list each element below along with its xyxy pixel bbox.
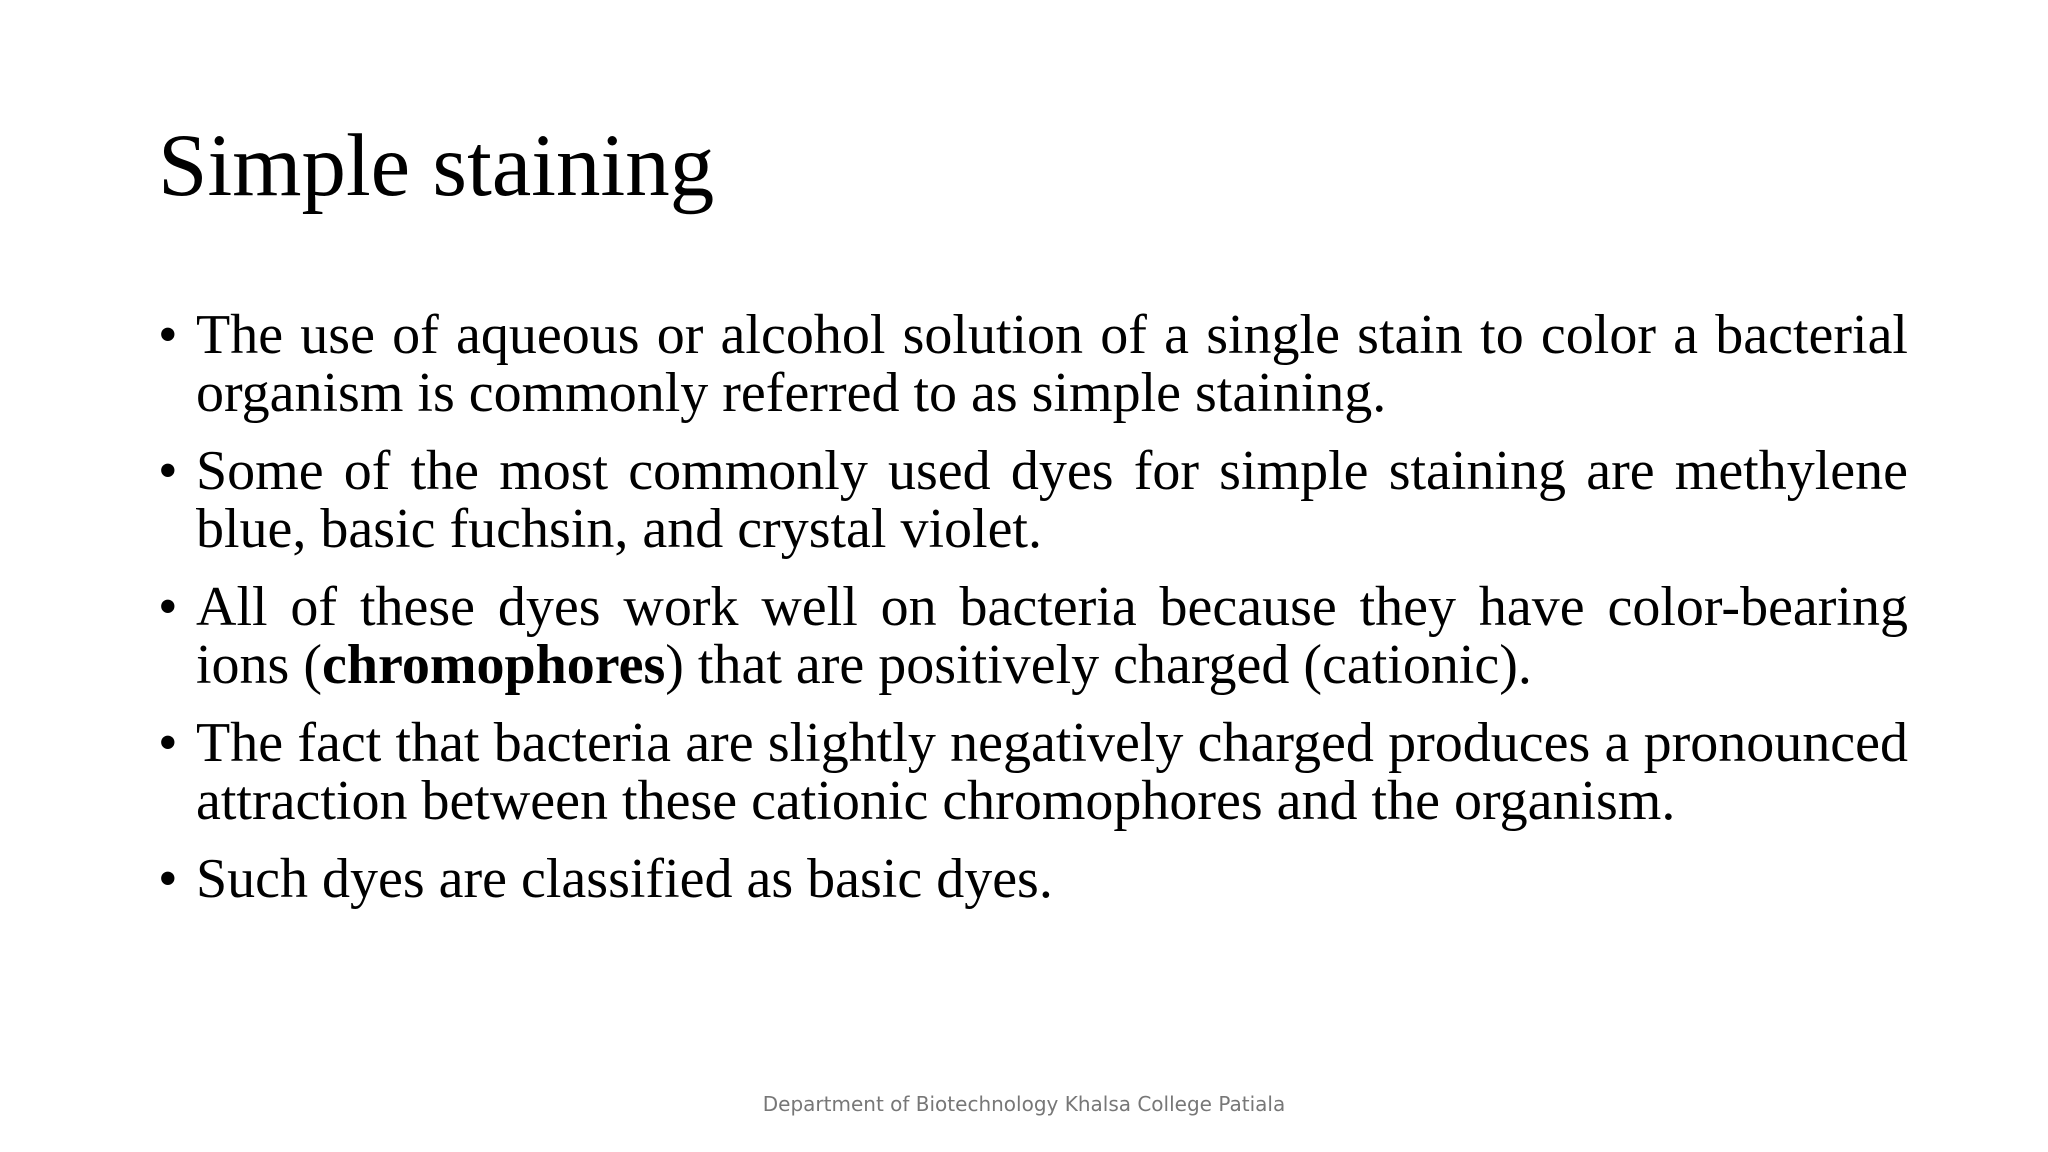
bullet-item-2 (158, 442, 1908, 558)
bullet-item-1 (158, 306, 1908, 422)
bullet-item-4 (158, 714, 1908, 830)
bullet-text (196, 848, 1053, 910)
bullet-icon: • (158, 848, 178, 910)
bullet-text (196, 576, 1908, 696)
bullet-text-part: ) that are positively charged (cationic). (665, 634, 1532, 696)
bullet-text-part: Such dyes are classified as basic dyes. (196, 848, 1053, 910)
bullet-text-part: The use of aqueous or alcohol solution of a single stain to color a bacterial organism is commonly referred to as simple staining. (196, 304, 1908, 424)
bullet-icon: • (158, 712, 178, 774)
bullet-list (158, 306, 1908, 928)
bullet-icon: • (158, 304, 178, 366)
bullet-text (196, 712, 1908, 832)
bullet-text-part: Some of the most commonly used dyes for simple staining are methylene blue, basic fuchsin, and crystal violet. (196, 440, 1908, 560)
bullet-bold-term: chromophores (322, 634, 666, 696)
bullet-text (196, 440, 1908, 560)
bullet-icon: • (158, 576, 178, 638)
bullet-icon: • (158, 440, 178, 502)
bullet-text (196, 304, 1908, 424)
bullet-text-part: The fact that bacteria are slightly negatively charged produces a pronounced attraction between these cationic chromophores and the organism. (196, 712, 1908, 832)
bullet-item-3 (158, 578, 1908, 694)
bullet-item-5 (158, 850, 1908, 908)
slide-title: Simple staining (158, 117, 715, 215)
slide-footer: Department of Biotechnology Khalsa College Patiala (762, 1092, 1286, 1116)
bullet-text-part: All of these dyes work well on bacteria because they have color-bearing ions ( (196, 576, 1908, 696)
